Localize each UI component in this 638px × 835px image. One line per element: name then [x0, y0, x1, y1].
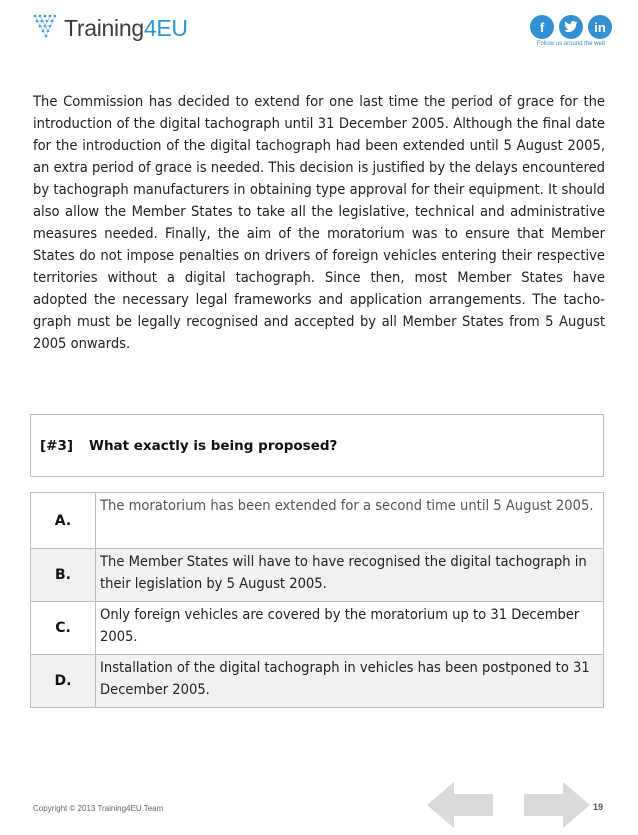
option-row-a[interactable] [31, 493, 604, 549]
answer-options-table [30, 492, 604, 708]
option-row-d[interactable] [31, 655, 604, 708]
linkedin-icon[interactable] [588, 15, 612, 39]
option-letter: C. [31, 602, 96, 655]
social-links [530, 15, 612, 47]
question-text: What exactly is being proposed? [89, 437, 338, 454]
next-page-arrow-icon[interactable] [522, 782, 590, 828]
question-box [30, 414, 604, 477]
body-paragraph: The Commission has decided to extend for one last time the period of grace for the introduction of the digital tachograph until 31 December 2005. Although the final date for the introduction of the digital tachograph had been extended until 5 August 2005, an extra period of grace is needed. This decision is justified by the delays encountered by tachograph manufacturers in obtaining type approval for their equipment. It should also allow the Member States to take all the legislative, technical and administrative measures needed. Finally, the aim of the moratorium was to ensure that Member States do not impose penalties on drivers of foreign vehicles entering their respective territories without a digital tachograph. Since then, most Member States have adopted the necessary legal frameworks and application arrangements. The tachograph must be legally recognised and accepted by all Member States from 5 August 2005 onwards. [33, 93, 605, 352]
logo-text-main: Training [64, 15, 144, 41]
question-number: [#3] [40, 437, 74, 454]
option-row-c[interactable] [31, 602, 604, 655]
option-text: The Member States will have to have recognised the digital tachograph in their legislation by 5 August 2005. [96, 549, 604, 602]
facebook-icon[interactable] [530, 15, 554, 39]
logo-text-accent: 4EU [143, 15, 188, 41]
social-caption: Follow us around the web [536, 41, 606, 47]
logo-mesh-icon [33, 14, 61, 42]
option-text: Installation of the digital tachograph in vehicles has been postponed to 31 December 2005. [96, 655, 604, 708]
page-number: 19 [593, 802, 604, 812]
facebook-label: f [539, 19, 545, 35]
linkedin-label: in [594, 19, 606, 35]
option-row-b[interactable] [31, 549, 604, 602]
twitter-icon[interactable] [559, 15, 583, 39]
option-letter: B. [31, 549, 96, 602]
training4eu-logo[interactable] [33, 14, 188, 42]
copyright-text: Copyright © 2013 Training4EU Team [33, 804, 164, 813]
option-letter: A. [31, 493, 96, 549]
option-letter: D. [31, 655, 96, 708]
option-text: Only foreign vehicles are covered by the moratorium up to 31 December 2005. [96, 602, 604, 655]
twitter-bird-icon [564, 21, 578, 33]
option-text: The moratorium has been extended for a second time until 5 August 2005. [96, 493, 604, 549]
previous-page-arrow-icon[interactable] [427, 782, 495, 828]
logo-text [64, 14, 188, 42]
